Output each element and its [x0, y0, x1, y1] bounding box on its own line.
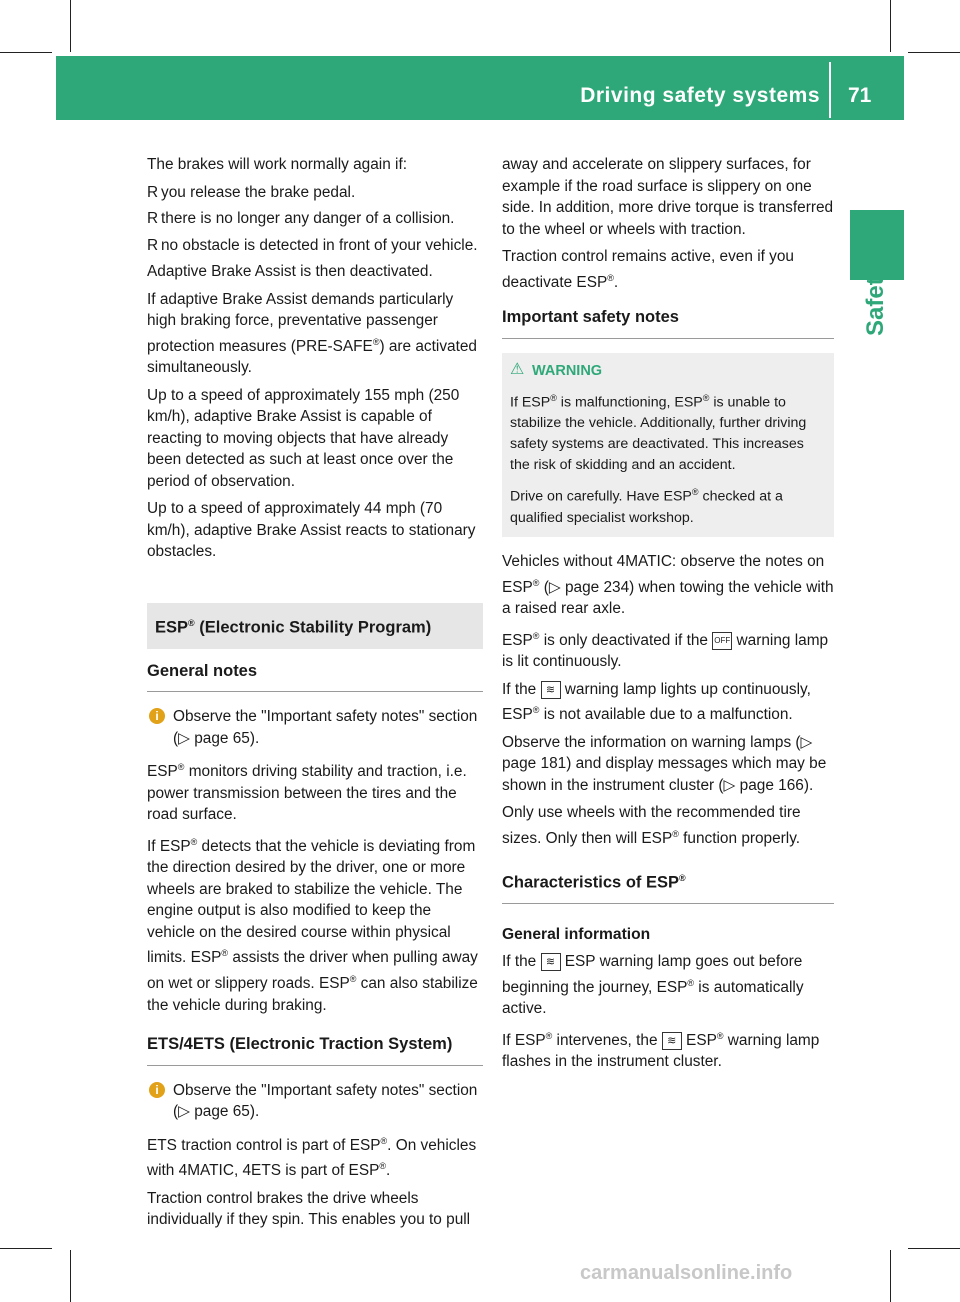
esp-lamp-icon: ≋ [662, 1032, 682, 1050]
crop-mark [890, 0, 891, 52]
paragraph: If ESP® is malfunctioning, ESP® is unable to stabilize the vehicle. Additionally, further driving safety systems are deactivated. This increases the risk of skidding and an accident. [510, 392, 807, 474]
subsection-heading: General notes [147, 661, 483, 693]
paragraph: The brakes will work normally again if: [147, 156, 408, 173]
info-note: i Observe the "Important safety notes" section (▷ page 65). [147, 706, 483, 749]
paragraph: ETS traction control is part of ESP®. On vehicles with 4MATIC, 4ETS is part of ESP®. [147, 1135, 477, 1180]
paragraph: Traction control brakes the drive wheels individually if they spin. This enables you to pull [147, 1189, 471, 1229]
paragraph: If adaptive Brake Assist demands particularly high braking force, preventative passenger protection measures (PRE-SAFE®) are activated simultaneously. [147, 290, 477, 377]
info-icon: i [149, 1082, 165, 1098]
header-divider [829, 62, 831, 118]
paragraph: Up to a speed of approximately 155 mph (250 km/h), adaptive Brake Assist is capable of reacting to moving objects that have already been detected as such at least once over the period of observation. [147, 386, 460, 490]
paragraph: Observe the information on warning lamps (▷ page 181) and display messages which may be shown in the instrument cluster (▷ page 166). [502, 733, 827, 794]
list-item: R no obstacle is detected in front of your vehicle. [147, 235, 483, 257]
paragraph: Up to a speed of approximately 44 mph (70 km/h), adaptive Brake Assist reacts to stationary obstacles. [147, 500, 476, 561]
paragraph: If the ≋ ESP warning lamp goes out before beginning the journey, ESP® is automatically active. [502, 953, 804, 1018]
subsection-heading: Important safety notes [502, 307, 834, 339]
crop-mark [908, 1248, 960, 1249]
left-column [147, 154, 483, 1237]
esp-lamp-icon: ≋ [541, 953, 561, 971]
page-number: 71 [848, 84, 872, 107]
info-note: i Observe the "Important safety notes" section (▷ page 65). [147, 1080, 483, 1123]
list-item: R you release the brake pedal. [147, 182, 483, 204]
watermark: carmanualsonline.info [580, 1262, 793, 1284]
subsection-heading: Characteristics of ESP® [502, 868, 834, 904]
esp-off-lamp-icon: OFF [712, 632, 732, 650]
crop-mark [70, 0, 71, 52]
info-icon: i [149, 708, 165, 724]
paragraph: Vehicles without 4MATIC: observe the notes on ESP® (▷ page 234) when towing the vehicle with a raised rear axle. [502, 553, 834, 618]
paragraph: Only use wheels with the recommended tire sizes. Only then will ESP® function properly. [502, 804, 801, 848]
bullet-icon: R [147, 236, 159, 254]
bullet-icon: R [147, 183, 159, 201]
paragraph: Adaptive Brake Assist is then deactivated. [147, 263, 433, 280]
paragraph: away and accelerate on slippery surfaces, for example if the road surface is slippery on one side. In addition, more drive torque is transferred to the wheel or wheels with traction. [502, 156, 834, 238]
list-item: R there is no longer any danger of a collision. [147, 208, 483, 230]
crop-mark [0, 52, 52, 53]
minor-heading: General information [502, 925, 651, 943]
right-column [502, 154, 834, 1079]
paragraph: Traction control remains active, even if you deactivate ESP®. [502, 248, 794, 291]
paragraph: ESP® is only deactivated if the OFF warning lamp is lit continuously. [502, 630, 829, 671]
subsection-heading: ETS/4ETS (Electronic Traction System) [147, 1034, 483, 1066]
section-tab-label: Safety [862, 263, 889, 336]
paragraph: If ESP® intervenes, the ≋ ESP® warning lamp flashes in the instrument cluster. [502, 1030, 820, 1071]
crop-mark [70, 1250, 71, 1302]
warning-heading: ⚠ WARNING [510, 360, 603, 379]
warning-box [502, 353, 834, 537]
paragraph: Drive on carefully. Have ESP® checked at a qualified specialist workshop. [510, 487, 783, 527]
crop-mark [0, 1248, 52, 1249]
paragraph: If the ≋ warning lamp lights up continuously, ESP® is not available due to a malfunction. [502, 680, 811, 724]
bullet-icon: R [147, 210, 159, 227]
crop-mark [890, 1250, 891, 1302]
section-heading: ESP® (Electronic Stability Program) [147, 603, 483, 649]
crop-mark [908, 52, 960, 53]
paragraph: If ESP® detects that the vehicle is deviating from the direction desired by the driver, one or more wheels are braked to stabilize the vehicle. The engine output is also modified to keep the vehicle on the desired course within physical limits. ESP® assists the driver when pulling away on wet or slippery roads. ESP® can also stabilize the vehicle during braking. [147, 836, 478, 1014]
page-title: Driving safety systems [580, 84, 820, 107]
esp-lamp-icon: ≋ [541, 681, 561, 699]
paragraph: ESP® monitors driving stability and traction, i.e. power transmission between the tires and the road surface. [147, 762, 467, 824]
warning-icon: ⚠ [510, 360, 525, 378]
